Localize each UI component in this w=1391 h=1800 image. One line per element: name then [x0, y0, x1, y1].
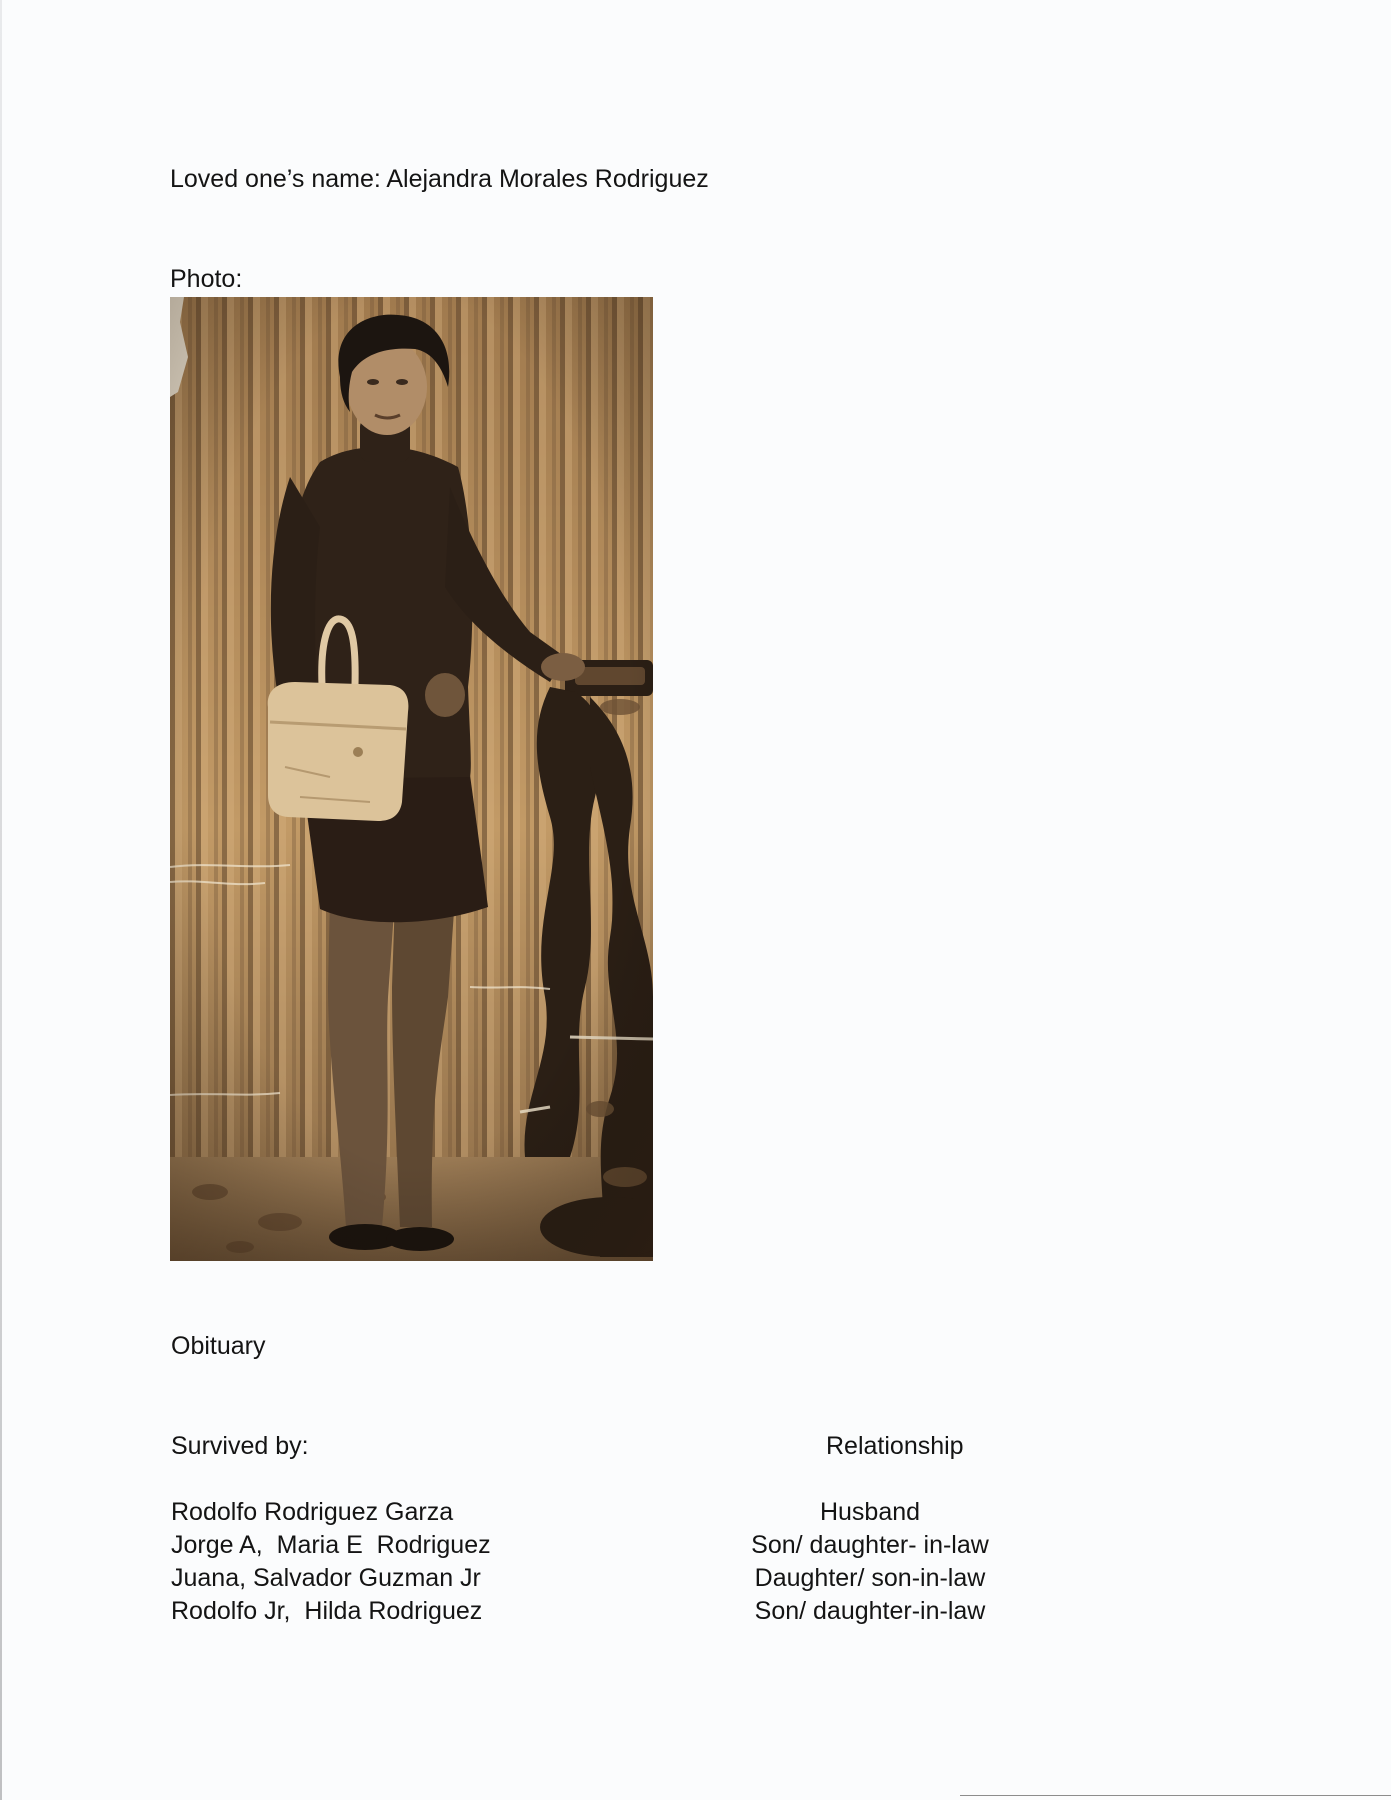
survivor-relationship: Husband [819, 1498, 921, 1526]
survivor-relationship: Son/ daughter-in-law [754, 1597, 986, 1625]
survivor-relationship: Daughter/ son-in-law [754, 1564, 986, 1592]
obituary-heading: Obituary [171, 1332, 266, 1360]
photo-label: Photo: [170, 265, 243, 293]
scan-page-edge-bottom [960, 1795, 1391, 1796]
survivor-name: Jorge A, Maria E Rodriguez [171, 1531, 491, 1559]
survivor-relationship: Son/ daughter- in-law [751, 1531, 989, 1559]
portrait-photo [170, 297, 653, 1261]
survivor-name: Rodolfo Jr, Hilda Rodriguez [171, 1597, 483, 1625]
survivor-name: Rodolfo Rodriguez Garza [171, 1498, 454, 1526]
survived-by-heading: Survived by: [171, 1432, 309, 1460]
scan-page-edge-left [0, 0, 2, 1800]
survivor-names-list [171, 1496, 491, 1628]
loved-one-name: Loved one’s name: Alejandra Morales Rodriguez [170, 165, 709, 193]
survivor-name: Juana, Salvador Guzman Jr [171, 1564, 481, 1592]
relationship-heading: Relationship [826, 1432, 964, 1460]
survivor-relationships-list [700, 1496, 1040, 1628]
